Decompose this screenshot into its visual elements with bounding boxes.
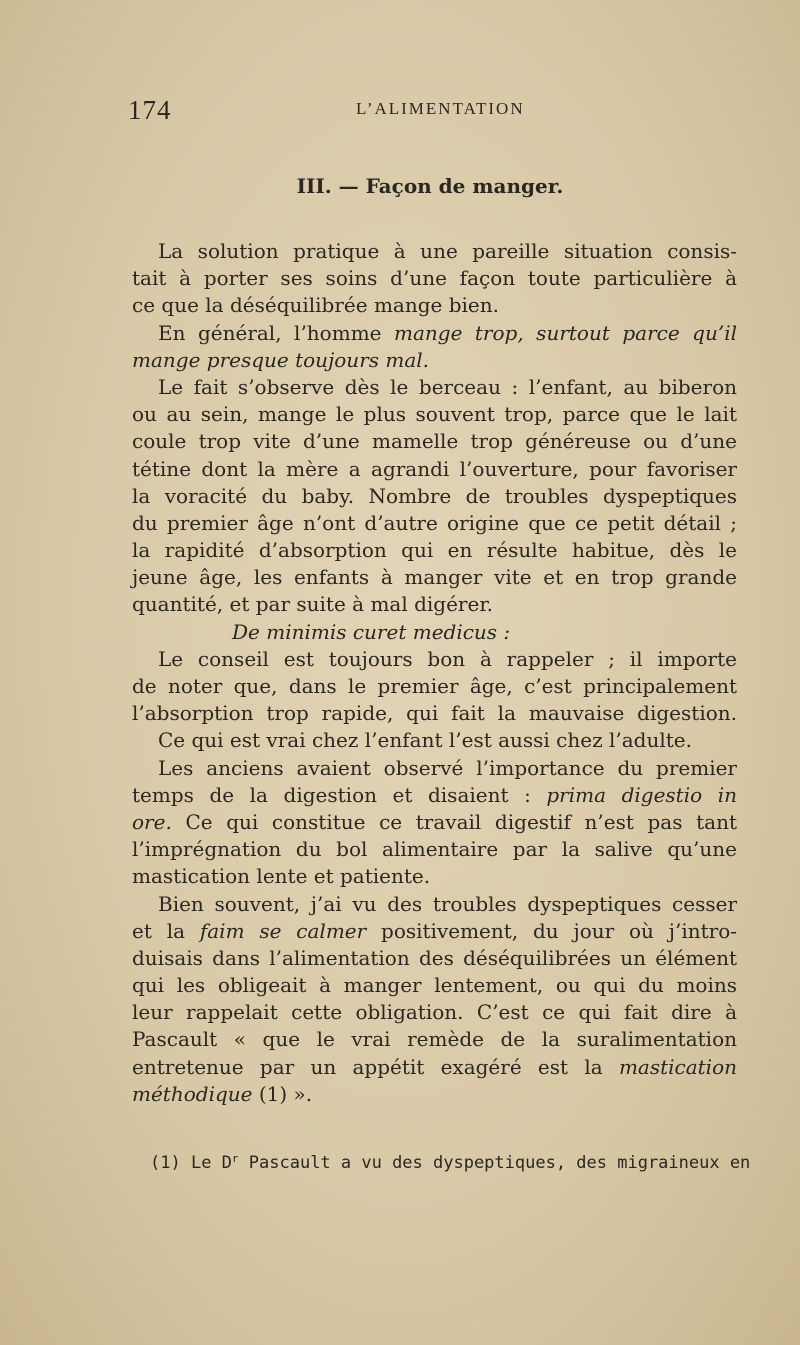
italic-segment: prima digestio in <box>546 782 737 807</box>
footnote-marker: (1) <box>150 1153 181 1173</box>
footnote-superscript: r <box>231 1152 239 1165</box>
text-line <box>132 320 737 347</box>
italic-segment: mastication <box>618 1054 738 1079</box>
latin-maxim: De minimis curet medicus : <box>232 619 511 644</box>
text-line: du premier âge n’ont d’autre origine que ce petit détail ; <box>132 510 737 535</box>
footnote-ref: (1) ». <box>258 1081 313 1106</box>
running-title: L’ALIMENTATION <box>356 99 525 118</box>
italic-segment: ore. <box>132 809 172 834</box>
text-line <box>132 782 737 809</box>
italic-segment: faim se calmer <box>199 918 367 943</box>
text-line: de noter que, dans le premier âge, c’est principalement <box>132 674 737 698</box>
text-segment: entretenue par un appétit exagéré est la <box>132 1054 603 1079</box>
text-line: Le fait s’observe dès le berceau : l’enfant, au biberon <box>158 374 737 399</box>
text-line: jeune âge, les enfants à manger vite et en trop grande <box>132 565 737 590</box>
text-line: qui les obligeait à manger lentement, ou qui du moins <box>132 973 737 998</box>
text-line: tait à porter ses soins d’une façon toute particulière à <box>132 266 737 291</box>
text-line: la rapidité d’absorption qui en résulte habitue, dès le <box>132 538 737 563</box>
text-line: la voracité du baby. Nombre de troubles dyspeptiques <box>132 483 737 508</box>
section-heading: III. — Façon de manger. <box>296 174 564 198</box>
text-line: Les anciens avaient observé l’importance du premier <box>158 755 737 780</box>
running-head <box>128 95 720 125</box>
text-segment: Ce qui constitue ce travail digestif n’est pas tant <box>185 809 737 834</box>
page-number: 174 <box>128 95 172 125</box>
text-line: leur rappelait cette obligation. C’est ce qui fait dire à <box>132 1000 737 1025</box>
footnote-text: Le D <box>190 1153 232 1173</box>
italic-segment: mange trop, surtout parce qu’il <box>394 320 738 345</box>
text-line: tétine dont la mère a agrandi l’ouverture, pour favoriser <box>132 456 737 481</box>
text-line: La solution pratique à une pareille situation consis- <box>158 239 737 263</box>
text-segment: temps de la digestion et disaient : <box>132 782 531 807</box>
text-line: Bien souvent, j’ai vu des troubles dyspeptiques cesser <box>158 891 737 916</box>
footnote <box>150 1152 751 1173</box>
text-line: ce que la déséquilibrée mange bien. <box>132 293 499 318</box>
text-segment: positivement, du jour où j’intro- <box>381 918 737 943</box>
italic-segment: méthodique <box>132 1081 253 1106</box>
text-line: quantité, et par suite à mal digérer. <box>132 592 494 617</box>
text-line: mastication lente et patiente. <box>132 864 431 889</box>
text-segment: En général, l’homme <box>158 320 382 345</box>
text-line: l’imprégnation du bol alimentaire par la salive qu’une <box>132 837 737 862</box>
text-line <box>132 1054 737 1081</box>
text-line: l’absorption trop rapide, qui fait la mauvaise digestion. <box>132 701 737 726</box>
text-line: Le conseil est toujours bon à rappeler ; il importe <box>158 646 737 671</box>
text-line: mange presque toujours mal. <box>132 347 430 372</box>
footnote-text-rest: Pascault a vu des dyspeptiques, des migraineux en <box>238 1153 751 1173</box>
text-line <box>132 1081 737 1108</box>
text-line <box>132 809 737 836</box>
text-line: ou au sein, mange le plus souvent trop, parce que le lait <box>132 402 737 427</box>
text-line: duisais dans l’alimentation des déséquilibrées un élément <box>132 945 737 970</box>
body-text <box>132 238 737 1108</box>
text-line: Ce qui est vrai chez l’enfant l’est aussi chez l’adulte. <box>158 728 692 753</box>
text-segment: et la <box>132 918 186 943</box>
text-line <box>132 918 737 945</box>
text-line: coule trop vite d’une mamelle trop généreuse ou d’une <box>132 429 737 454</box>
text-line: Pascault « que le vrai remède de la suralimentation <box>132 1027 737 1052</box>
